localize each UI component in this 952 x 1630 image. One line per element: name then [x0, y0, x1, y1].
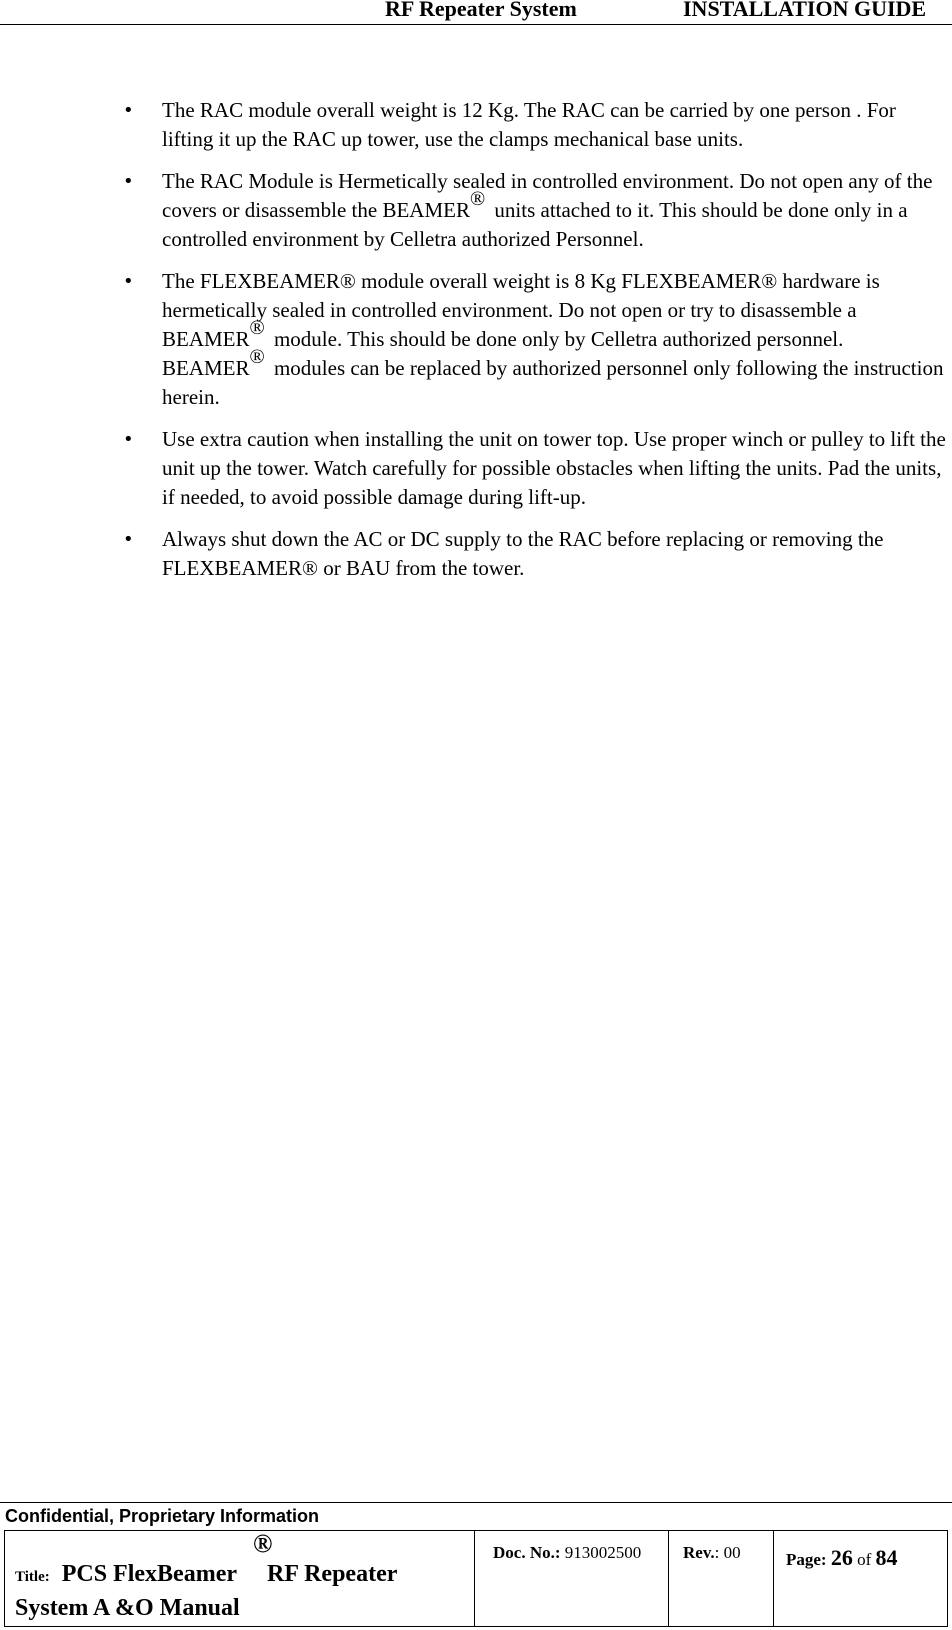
bullet-item [110, 267, 950, 412]
bullet-text: module. This should be done only by Celletra authorized personnel. BEAMER [162, 327, 844, 380]
footer-doc-number-cell [475, 1531, 669, 1626]
bullet-item [110, 425, 950, 512]
bullet-item [110, 96, 950, 154]
title-system: RF Repeater [267, 1561, 398, 1587]
bullet-icon: • [123, 429, 134, 450]
caution-bullet-list [110, 96, 950, 596]
footer-divider [0, 1502, 952, 1503]
title-label: Title: [15, 1569, 50, 1585]
document-title-line1 [15, 1561, 397, 1588]
page-header [0, 0, 952, 25]
bullet-icon: • [123, 271, 134, 292]
bullet-text: Always shut down the AC or DC supply to the RAC before replacing or removing the FLEXBEAMER® or BAU from the tower. [162, 527, 884, 580]
bullet-icon: • [123, 100, 134, 121]
bullet-text: modules can be replaced by authorized personnel only following the instruction herein. [162, 356, 944, 409]
footer-page-cell [774, 1531, 947, 1626]
header-guide-name: INSTALLATION GUIDE [683, 0, 927, 21]
bullet-item [110, 167, 950, 254]
page-label: Page: [786, 1550, 827, 1569]
header-system-name: RF Repeater System [385, 0, 577, 21]
title-registered-mark: ® [253, 1529, 273, 1558]
revision-label: Rev. [683, 1543, 715, 1562]
bullet-text: units attached to it. This should be done only in a controlled environment by Celletra authorized Personnel. [162, 198, 908, 251]
bullet-text: The RAC module overall weight is 12 Kg. The RAC can be carried by one person . For lifting it up the RAC up tower, use the clamps mechanical base units. [162, 98, 896, 151]
page-total: 84 [875, 1545, 898, 1570]
bullet-text: The FLEXBEAMER® module overall weight is 8 Kg FLEXBEAMER® hardware is hermetically sealed in controlled environment. Do not open or try to disassemble a BEAMER [162, 269, 880, 351]
confidential-notice: Confidential, Proprietary Information [5, 1506, 320, 1526]
page-of: of [857, 1550, 872, 1569]
revision-value: : 00 [714, 1543, 741, 1562]
bullet-icon: • [123, 529, 134, 550]
bullet-text: Use extra caution when installing the unit on tower top. Use proper winch or pulley to lift the unit up the tower. Watch carefully for possible obstacles when lifting the units. Pad the units, if needed, to avoid possible damage during lift-up. [162, 427, 946, 509]
registered-mark: ® [249, 346, 265, 368]
registered-mark: ® [249, 317, 265, 339]
bullet-item [110, 525, 950, 583]
footer-revision-cell [669, 1531, 774, 1626]
doc-number-label: Doc. No.: [493, 1543, 561, 1562]
page-current: 26 [830, 1545, 853, 1570]
footer-title-cell [5, 1531, 475, 1626]
title-product: PCS FlexBeamer [61, 1561, 237, 1587]
bullet-text: The RAC Module is Hermetically sealed in controlled environment. Do not open any of the covers or disassemble the BEAMER [162, 169, 933, 222]
bullet-icon: • [123, 171, 134, 192]
registered-mark: ® [469, 188, 486, 210]
doc-number-value: 913002500 [564, 1543, 642, 1562]
document-title-line2: System A &O Manual [15, 1595, 240, 1621]
footer-info-table [4, 1530, 948, 1627]
